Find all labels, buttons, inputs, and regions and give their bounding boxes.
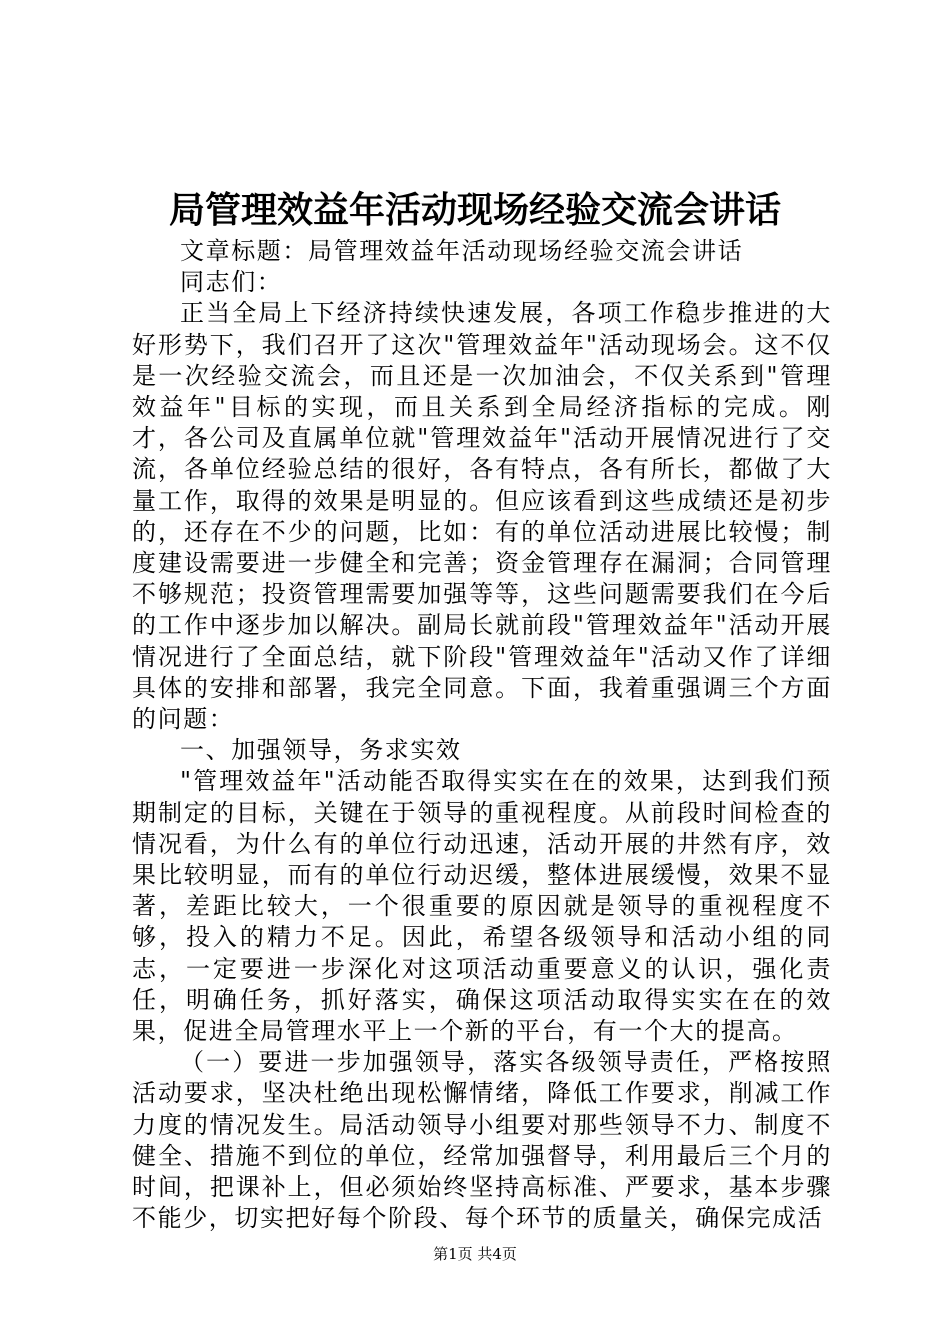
paragraph-section-1: "管理效益年"活动能否取得实实在在的效果，达到我们预期制定的目标，关键在于领导的重视程度。从前段时间检查的情况看，为什么有的单位行动迅速，活动开展的井然有序，效果比较明显，而有的单位行动迟缓，整体进展缓慢，效果不显著，差距比较大，一个很重要的原因就是领导的重视程度不够，投入的精力不足。因此，希望各级领导和活动小组的同志，一定要进一步深化对这项活动重要意义的认识，强化责任，明确任务，抓好落实，确保这项活动取得实实在在的效果，促进全局管理水平上一个新的平台，有一个大的提高。 <box>132 767 832 1046</box>
article-title-line: 文章标题：局管理效益年活动现场经验交流会讲话 <box>180 237 744 265</box>
paragraph-subsection-1: （一）要进一步加强领导，落实各级领导责任，严格按照活动要求，坚决杜绝出现松懈情绪，降低工作要求，削减工作力度的情况发生。局活动领导小组要对那些领导不力、制度不健全、措施不到位的单位，经常加强督导，利用最后三个月的时间，把课补上，但必须始终坚持高标准、严要求，基本步骤不能少，切实把好每个阶段、每个环节的质量关，确保完成活 <box>132 1048 832 1233</box>
paragraph-intro: 正当全局上下经济持续快速发展，各项工作稳步推进的大好形势下，我们召开了这次"管理效益年"活动现场会。这不仅是一次经验交流会，而且还是一次加油会，不仅关系到"管理效益年"目标的实现，而且关系到全局经济指标的完成。刚才，各公司及直属单位就"管理效益年"活动开展情况进行了交流，各单位经验总结的很好，各有特点，各有所长，都做了大量工作，取得的效果是明显的。但应该看到这些成绩还是初步的，还存在不少的问题，比如：有的单位活动进展比较慢；制度建设需要进一步健全和完善；资金管理存在漏洞；合同管理不够规范；投资管理需要加强等等，这些问题需要我们在今后的工作中逐步加以解决。副局长就前段"管理效益年"活动开展情况进行了全面总结，就下阶段"管理效益年"活动又作了详细具体的安排和部署，我完全同意。下面，我着重强调三个方面的问题： <box>132 299 832 734</box>
document-title: 局管理效益年活动现场经验交流会讲话 <box>168 189 781 231</box>
page-footer: 第1页 共4页 <box>433 1245 517 1263</box>
section-heading-1: 一、加强领导，务求实效 <box>180 736 462 765</box>
document-body <box>132 236 832 1235</box>
salutation: 同志们： <box>180 268 283 297</box>
